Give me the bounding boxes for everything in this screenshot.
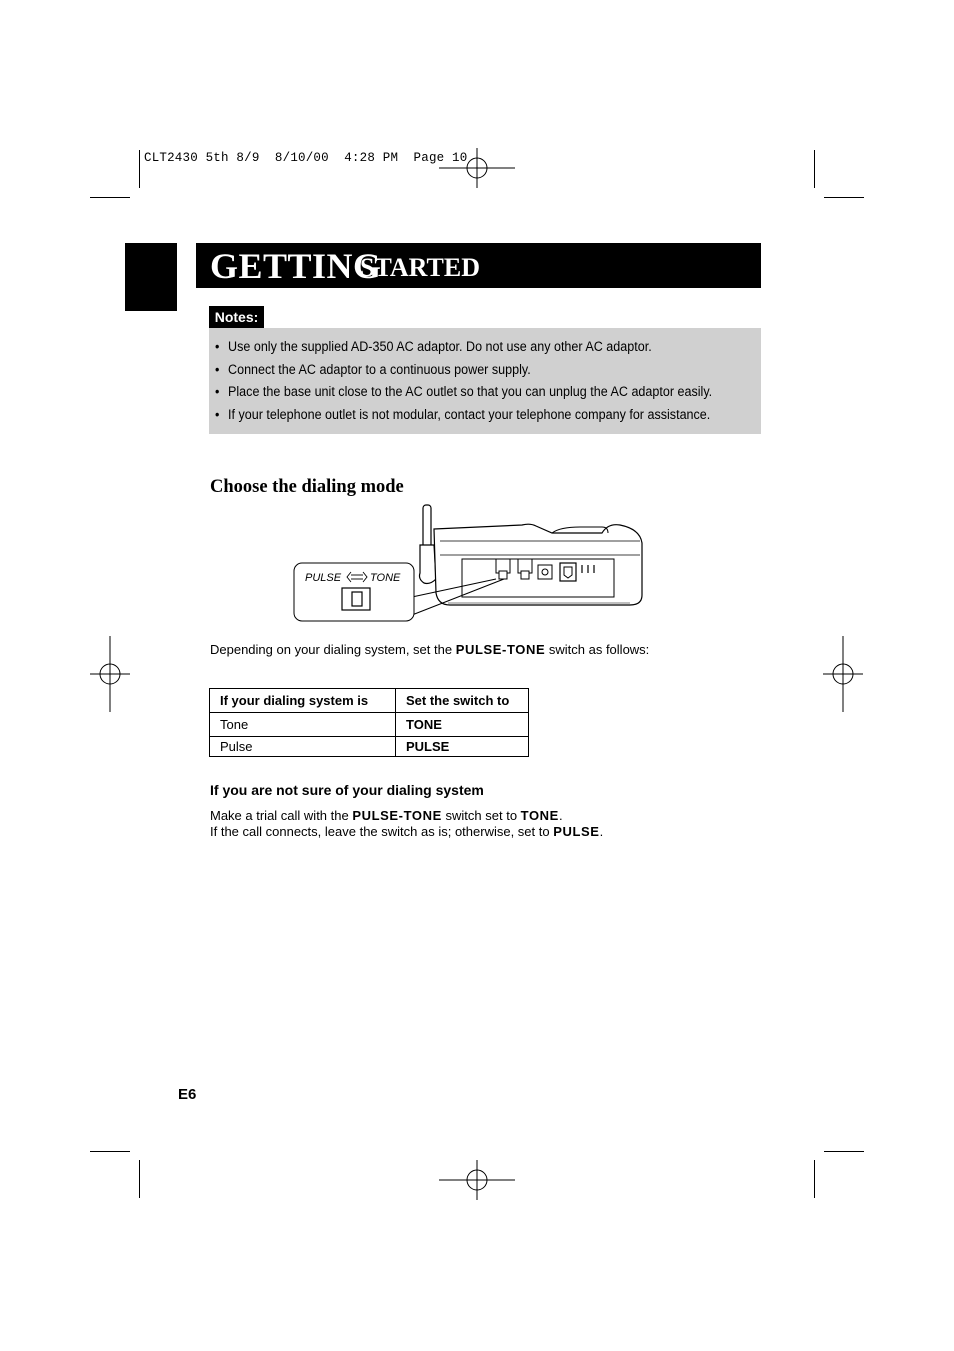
crop-mark	[139, 1160, 140, 1198]
registration-mark-left	[90, 634, 132, 714]
trial-instruction-line-1: Make a trial call with the PULSE-TONE switch set to TONE.	[210, 808, 563, 823]
table-row	[210, 737, 529, 757]
notes-list	[209, 328, 761, 426]
switch-label-pulse: PULSE	[305, 572, 342, 584]
table-row	[210, 713, 529, 737]
trial-instruction-line-2: If the call connects, leave the switch as is; otherwise, set to PULSE.	[210, 824, 604, 839]
note-item: • Place the base unit close to the AC outlet so that you can unplug the AC adaptor easily.	[215, 384, 713, 399]
table-header-row	[210, 689, 529, 713]
print-slug: CLT2430 5th 8/9 8/10/00 4:28 PM Page 10	[144, 151, 468, 165]
crop-mark	[824, 1151, 864, 1152]
crop-mark	[814, 150, 815, 188]
crop-mark	[90, 197, 130, 198]
registration-mark-right	[823, 634, 865, 714]
note-item: • Use only the supplied AD-350 AC adaptor. Do not use any other AC adaptor.	[215, 339, 652, 354]
page-number: E6	[178, 1086, 197, 1103]
intro-text: Depending on your dialing system, set the PULSE-TONE switch as follows:	[210, 642, 650, 657]
page-title-started: STARTED	[360, 253, 480, 282]
table-cell: Tone	[210, 713, 396, 737]
table-header: If your dialing system is	[210, 689, 396, 713]
note-item: • Connect the AC adaptor to a continuous power supply.	[215, 361, 531, 377]
notes-box	[209, 328, 761, 434]
crop-mark	[139, 150, 140, 188]
note-item: • If your telephone outlet is not modular, contact your telephone company for assistance.	[215, 406, 711, 422]
table-cell: Pulse	[210, 737, 396, 757]
page-title-getting: GETTING	[210, 246, 382, 286]
keyword-pulse-tone: PULSE-TONE	[455, 642, 546, 657]
title-bar	[196, 243, 761, 288]
crop-mark	[814, 1160, 815, 1198]
crop-mark	[90, 1151, 130, 1152]
section-heading: Choose the dialing mode	[210, 477, 404, 497]
notes-label: Notes:	[209, 306, 264, 328]
table-cell: TONE	[396, 713, 529, 737]
registration-mark-bottom	[437, 1160, 517, 1202]
table-cell: PULSE	[396, 737, 529, 757]
subheading: If you are not sure of your dialing system	[210, 782, 484, 798]
table-header: Set the switch to	[396, 689, 529, 713]
switch-label-tone: TONE	[370, 572, 401, 584]
phone-base-illustration	[290, 503, 650, 625]
section-tab	[125, 243, 177, 311]
crop-mark	[824, 197, 864, 198]
dialing-mode-table	[209, 688, 529, 757]
